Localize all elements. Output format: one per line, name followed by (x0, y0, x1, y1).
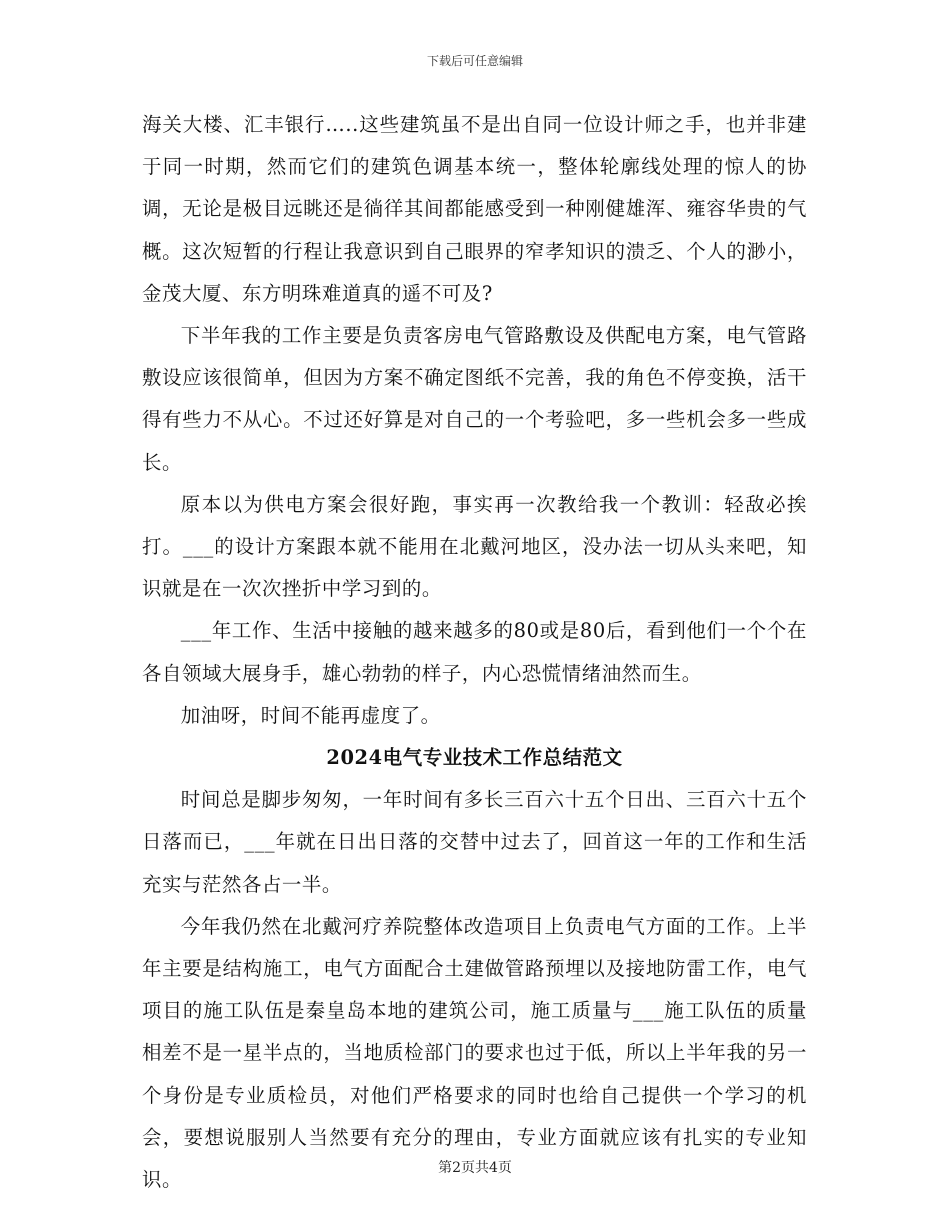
paragraph: 时间总是脚步匆匆，一年时间有多长三百六十五个日出、三百六十五个日落而已，___年就在日出日落的交替中过去了，回首这一年的工作和生活充实与茫然各占一半。 (142, 788, 807, 896)
page-footer: 第2页共4页 (438, 1160, 512, 1176)
paragraph: 原本以为供电方案会很好跑，事实再一次教给我一个教训：轻敌必挨打。___的设计方案跟本就不能用在北戴河地区，没办法一切从头来吧，知识就是在一次次挫折中学习到的。 (142, 492, 807, 601)
paragraph: 海关大楼、汇丰银行…..这些建筑虽不是出自同一位设计师之手，也并非建于同一时期，然而它们的建筑色调基本统一，整体轮廓线处理的惊人的协调，无论是极目远眺还是徜徉其间都能感受到一种刚健雄浑、雍容华贵的气概。这次短暂的行程让我意识到自己眼界的窄孝知识的溃乏、个人的渺小，金茂大厦、东方明珠难道真的遥不可及? (142, 113, 807, 305)
paragraph: ___年工作、生活中接触的越来越多的80或是80后，看到他们一个个在各自领域大展身手，雄心勃勃的样子，内心恐慌情绪油然而生。 (142, 619, 807, 685)
section-heading: 2024电气专业技术工作总结范文 (326, 746, 623, 770)
paragraph: 加油呀，时间不能再虚度了。 (180, 703, 441, 727)
paragraph: 下半年我的工作主要是负责客房电气管路敷设及供配电方案，电气管路敷设应该很简单，但因为方案不确定图纸不完善，我的角色不停变换，活干得有些力不从心。不过还好算是对自己的一个考验吧，多一些机会多一些成长。 (142, 324, 807, 474)
document-body (142, 104, 807, 1201)
paragraph: 今年我仍然在北戴河疗养院整体改造项目上负责电气方面的工作。上半年主要是结构施工，电气方面配合土建做管路预埋以及接地防雷工作，电气项目的施工队伍是秦皇岛本地的建筑公司，施工质量与___施工队伍的质量相差不是一星半点的，当地质检部门的要求也过于低，所以上半年我的另一个身份是专业质检员，对他们严格要求的同时也给自己提供一个学习的机会，要想说服别人当然要有充分的理由，专业方面就应该有扎实的专业知识。 (142, 914, 807, 1192)
page-header: 下载后可任意编辑 (426, 54, 523, 68)
